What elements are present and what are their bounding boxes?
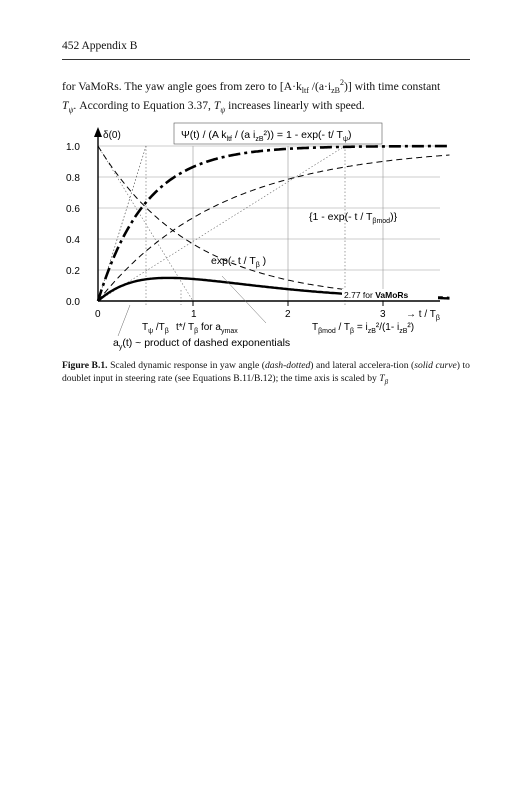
body-text: /(a·i	[308, 79, 332, 93]
body-text: zB	[331, 86, 340, 96]
body-text: increases linearly with speed.	[225, 99, 365, 113]
body-text: T	[62, 99, 69, 113]
caption-text: ) to doublet input in steering rate (see Equations B.11/B.12); the time axis is scaled by	[62, 360, 470, 384]
leader-line	[118, 305, 130, 336]
x-axis-label-text: → t / T	[406, 309, 436, 320]
x-axis-label	[406, 309, 440, 322]
body-text: 2	[339, 78, 344, 87]
body-text: for VaMoRs. The yaw angle goes from zero to [A·k	[62, 79, 302, 93]
caption-text: ) and lateral accelera-tion (	[310, 360, 415, 371]
y-axis-arrow	[94, 127, 102, 137]
tangent-bmod	[98, 146, 345, 301]
y-axis-label: δ(0)	[103, 130, 121, 141]
y-tick-label: 0.4	[66, 235, 80, 246]
caption-italic: dash-dotted	[264, 360, 311, 371]
caption-label: Figure B.1.	[62, 360, 108, 371]
body-text: ψ	[68, 105, 74, 115]
figure-chart	[0, 0, 527, 355]
y-tick-label: 0.0	[66, 297, 80, 308]
body-text: . According to Equation 3.37,	[73, 99, 214, 113]
y-tick-label: 0.6	[66, 204, 80, 215]
caption-text: Scaled dynamic response in yaw angle (	[107, 360, 265, 371]
bmod-curve-label: {1 - exp(- t / $T_{\beta mod}$)}	[309, 211, 398, 225]
x-tick-label: 3	[380, 309, 386, 320]
body-text: ψ	[220, 105, 226, 115]
ay-curve-label: $a_y(t)$ ~ product of dashed exponentials	[113, 337, 291, 351]
tbmod-label: $T_{\beta mod} / T_\beta = i_{zB}^2/(1-$ $i_{zB}^2$)	[312, 322, 415, 335]
x-axis-label-sub: β	[435, 315, 440, 322]
marker-label: 2.77 for VaMoRs	[344, 290, 409, 300]
caption-italic: solid curve	[414, 360, 457, 371]
caption-italic: T	[379, 372, 385, 384]
exp-curve-label: exp(- t / $T_\beta$ )	[211, 255, 267, 269]
y-tick-label: 1.0	[66, 142, 80, 153]
yaw-curve-label: Ψ(t) / (A $k_{ltf} / (a$ $i_{zB}^2)) = 1 - \exp(-$ t/ $T_\psi$)	[181, 129, 352, 143]
x-tick-label: 0	[95, 309, 101, 320]
y-tick-label: 0.2	[66, 266, 80, 277]
leader-line	[222, 276, 266, 323]
tstar-label: t*/ $T_\beta$ for $a_{ymax}$	[176, 322, 238, 335]
caption-sub: β	[384, 377, 389, 386]
y-tick-label: 0.8	[66, 173, 80, 184]
tpsi-label: $T_\psi$ $/T_\beta$	[142, 322, 169, 335]
x-tick-label: 2	[285, 309, 291, 320]
x-tick-label: 1	[191, 309, 197, 320]
body-text: T	[213, 99, 221, 113]
figure-caption	[62, 360, 470, 388]
body-text: ltf	[301, 86, 309, 96]
body-text: )] with time constant	[343, 79, 441, 93]
running-header: 452 Appendix B	[62, 40, 138, 52]
